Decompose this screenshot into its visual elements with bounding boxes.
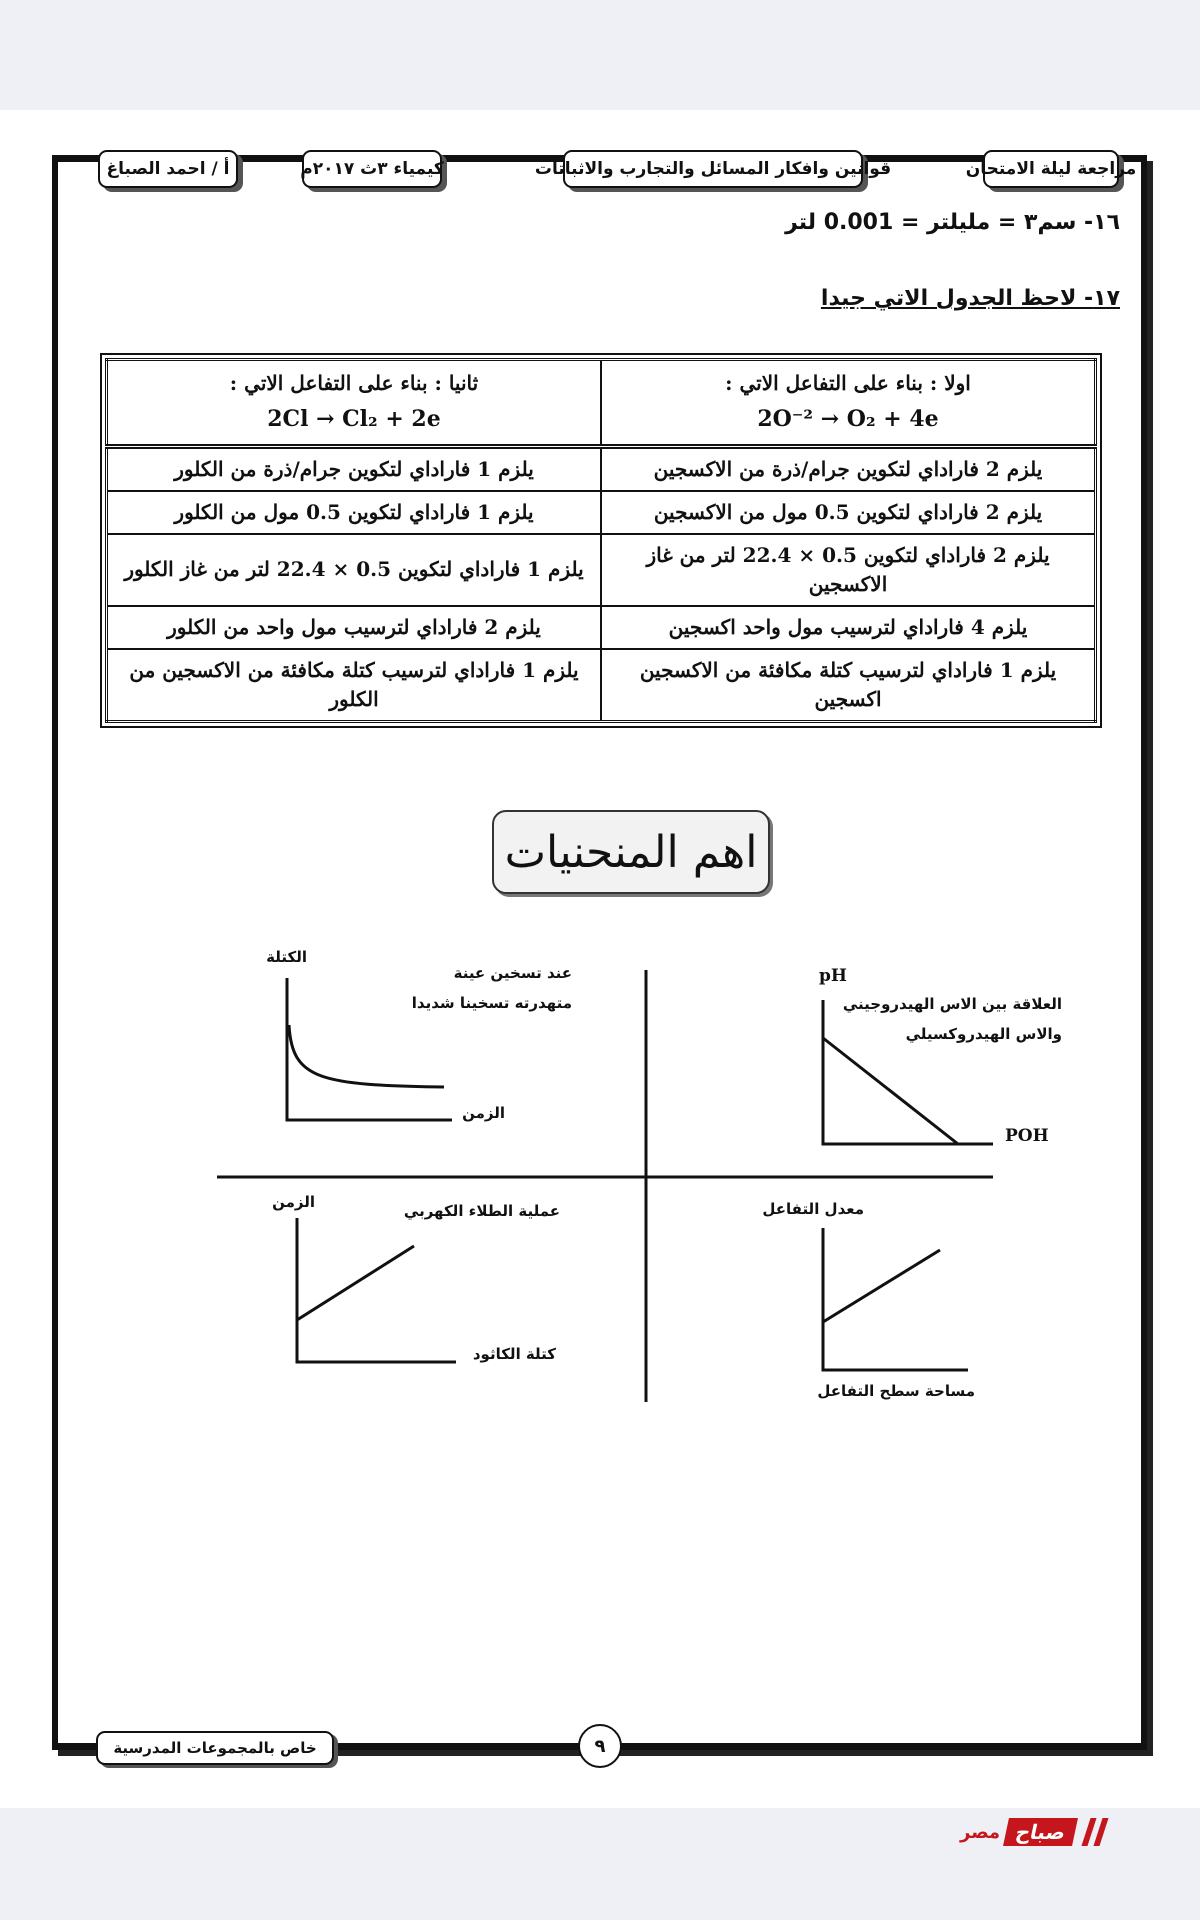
header-review-pill: مراجعة ليلة الامتحان — [983, 150, 1119, 188]
section-title: اهم المنحنيات — [492, 810, 770, 894]
table-cell: يلزم 1 فاراداي لتكوين 0.5 مول من الكلور — [107, 491, 602, 534]
table-cell: يلزم 2 فاراداي لتكوين 0.5 × 22.4 لتر من غاز الاكسجين — [601, 534, 1096, 606]
time-cathode-curve — [297, 1246, 414, 1320]
mass-time-curve — [289, 1025, 444, 1087]
graph4-x-label: كتلة الكاثود — [472, 1345, 556, 1363]
table-cell: يلزم 1 فاراداي لترسيب كتلة مكافئة من الاكسجين من الكلور — [107, 649, 602, 722]
table-cell: يلزم 2 فاراداي لترسيب مول واحد من الكلور — [107, 606, 602, 649]
item-16-text: ١٦- سم٣ = مليلتر = 0.001 لتر — [785, 210, 1120, 235]
time-cathode-axes — [297, 1218, 456, 1362]
logo-suffix: مصر — [960, 1821, 1001, 1843]
graph4-caption: عملية الطلاء الكهربي — [403, 1202, 560, 1220]
header-topic-pill: قوانين وافكار المسائل والتجارب والاثباتات — [563, 150, 863, 188]
ph-poh-axes — [823, 1000, 993, 1144]
oxygen-equation: 2O⁻² → O₂ + 4e — [757, 406, 939, 432]
graph1-y-label: pH — [819, 966, 847, 986]
graph3-y-label: معدل التفاعل — [762, 1200, 864, 1218]
logo-slashes-icon — [1082, 1818, 1112, 1846]
header-subject-pill: كيمياء ٣ث ٢٠١٧م — [302, 150, 442, 188]
table-cell: يلزم 2 فاراداي لتكوين جرام/ذرة من الاكسجين — [601, 446, 1096, 491]
table-cell: يلزم 2 فاراداي لتكوين 0.5 مول من الاكسجين — [601, 491, 1096, 534]
graph1-caption-line2: والاس الهيدروكسيلي — [905, 1025, 1062, 1043]
table-cell: يلزم 1 فاراداي لترسيب كتلة مكافئة من الاكسجين اكسجين — [601, 649, 1096, 722]
ph-poh-curve — [823, 1038, 958, 1144]
graph3-x-label: مساحة سطح التفاعل — [817, 1382, 975, 1400]
graph4-y-label: الزمن — [272, 1193, 315, 1211]
rate-area-axes — [823, 1228, 968, 1370]
oxygen-reaction-heading: اولا : بناء على التفاعل الاتي : — [725, 371, 971, 395]
graph2-x-label: الزمن — [462, 1104, 505, 1122]
publisher-logo — [960, 1808, 1112, 1856]
chlorine-equation: 2Cl → Cl₂ + 2e — [267, 406, 441, 432]
table-cell: يلزم 4 فاراداي لترسيب مول واحد اكسجين — [601, 606, 1096, 649]
graph1-x-label: POH — [1005, 1126, 1049, 1146]
footer-pill: خاص بالمجموعات المدرسية — [96, 1731, 334, 1765]
graph2-y-label: الكتلة — [266, 948, 307, 966]
graph1-caption-line1: العلاقة بين الاس الهيدروجيني — [842, 995, 1062, 1013]
table-cell: يلزم 1 فاراداي لتكوين 0.5 × 22.4 لتر من غاز الكلور — [107, 534, 602, 606]
chlorine-reaction-heading: ثانيا : بناء على التفاعل الاتي : — [229, 371, 479, 395]
table-cell: يلزم 1 فاراداي لتكوين جرام/ذرة من الكلور — [107, 446, 602, 491]
page-number: ٩ — [578, 1724, 622, 1768]
graph2-caption-line1: عند تسخين عينة — [453, 964, 572, 982]
item-17-heading: ١٧- لاحظ الجدول الاتي جيدا — [820, 286, 1120, 311]
header-author-pill: أ / احمد الصباغ — [98, 150, 238, 188]
graph2-caption-line2: متهدرته تسخينا شديدا — [411, 994, 572, 1012]
rate-area-curve — [823, 1250, 940, 1322]
logo-badge: صباح — [1003, 1818, 1078, 1846]
